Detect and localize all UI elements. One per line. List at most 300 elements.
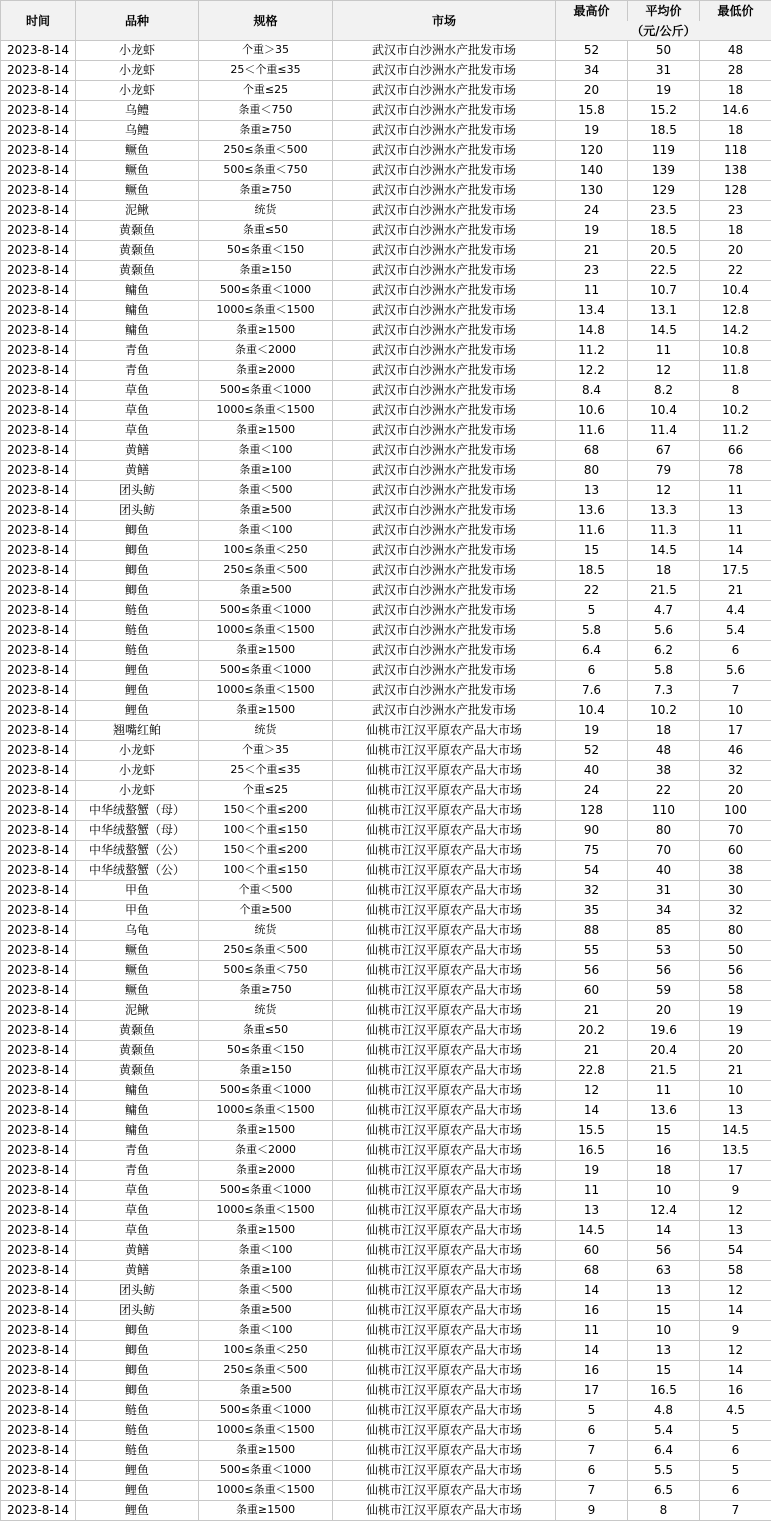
cell-spec: 条重＜2000 bbox=[199, 1140, 333, 1160]
cell-avg: 79 bbox=[628, 460, 700, 480]
cell-market: 武汉市白沙洲水产批发市场 bbox=[333, 580, 556, 600]
cell-market: 武汉市白沙洲水产批发市场 bbox=[333, 640, 556, 660]
cell-spec: 500≤条重＜1000 bbox=[199, 660, 333, 680]
cell-spec: 条重≤50 bbox=[199, 220, 333, 240]
cell-avg: 13.6 bbox=[628, 1100, 700, 1120]
cell-avg: 10.7 bbox=[628, 280, 700, 300]
cell-time: 2023-8-14 bbox=[1, 40, 76, 60]
cell-high: 14 bbox=[556, 1340, 628, 1360]
cell-market: 仙桃市江汉平原农产品大市场 bbox=[333, 1280, 556, 1300]
table-row bbox=[1, 580, 771, 600]
cell-avg: 6.4 bbox=[628, 1440, 700, 1460]
cell-avg: 12.4 bbox=[628, 1200, 700, 1220]
cell-variety: 黄颡鱼 bbox=[76, 1040, 199, 1060]
cell-high: 5 bbox=[556, 600, 628, 620]
cell-spec: 100≤条重＜250 bbox=[199, 540, 333, 560]
cell-time: 2023-8-14 bbox=[1, 700, 76, 720]
cell-market: 武汉市白沙洲水产批发市场 bbox=[333, 600, 556, 620]
cell-market: 仙桃市江汉平原农产品大市场 bbox=[333, 1160, 556, 1180]
cell-variety: 鳜鱼 bbox=[76, 960, 199, 980]
cell-high: 15.5 bbox=[556, 1120, 628, 1140]
cell-variety: 鲤鱼 bbox=[76, 1500, 199, 1520]
cell-variety: 草鱼 bbox=[76, 400, 199, 420]
cell-avg: 56 bbox=[628, 960, 700, 980]
cell-high: 14 bbox=[556, 1100, 628, 1120]
cell-avg: 20.4 bbox=[628, 1040, 700, 1060]
table-row bbox=[1, 100, 771, 120]
cell-low: 118 bbox=[700, 140, 771, 160]
cell-variety: 鳜鱼 bbox=[76, 140, 199, 160]
table-row bbox=[1, 1420, 771, 1440]
cell-market: 武汉市白沙洲水产批发市场 bbox=[333, 140, 556, 160]
cell-low: 13 bbox=[700, 1220, 771, 1240]
cell-variety: 小龙虾 bbox=[76, 780, 199, 800]
cell-variety: 团头鲂 bbox=[76, 480, 199, 500]
cell-market: 武汉市白沙洲水产批发市场 bbox=[333, 220, 556, 240]
cell-avg: 15 bbox=[628, 1360, 700, 1380]
cell-low: 17 bbox=[700, 1160, 771, 1180]
cell-time: 2023-8-14 bbox=[1, 280, 76, 300]
cell-market: 仙桃市江汉平原农产品大市场 bbox=[333, 1460, 556, 1480]
cell-low: 20 bbox=[700, 240, 771, 260]
table-row bbox=[1, 1300, 771, 1320]
cell-high: 130 bbox=[556, 180, 628, 200]
cell-low: 7 bbox=[700, 1500, 771, 1520]
table-row bbox=[1, 660, 771, 680]
cell-variety: 中华绒螯蟹（母） bbox=[76, 820, 199, 840]
cell-time: 2023-8-14 bbox=[1, 1300, 76, 1320]
cell-market: 武汉市白沙洲水产批发市场 bbox=[333, 60, 556, 80]
cell-spec: 250≤条重＜500 bbox=[199, 140, 333, 160]
cell-variety: 鳜鱼 bbox=[76, 160, 199, 180]
table-row bbox=[1, 220, 771, 240]
cell-low: 66 bbox=[700, 440, 771, 460]
cell-high: 11 bbox=[556, 280, 628, 300]
table-row bbox=[1, 120, 771, 140]
cell-low: 128 bbox=[700, 180, 771, 200]
table-row bbox=[1, 540, 771, 560]
cell-market: 仙桃市江汉平原农产品大市场 bbox=[333, 1180, 556, 1200]
cell-spec: 条重＜100 bbox=[199, 1240, 333, 1260]
cell-high: 10.6 bbox=[556, 400, 628, 420]
cell-low: 28 bbox=[700, 60, 771, 80]
cell-variety: 乌龟 bbox=[76, 920, 199, 940]
cell-spec: 150＜个重≤200 bbox=[199, 800, 333, 820]
cell-variety: 乌鳢 bbox=[76, 120, 199, 140]
cell-avg: 5.6 bbox=[628, 620, 700, 640]
table-row bbox=[1, 400, 771, 420]
cell-market: 仙桃市江汉平原农产品大市场 bbox=[333, 1260, 556, 1280]
cell-high: 9 bbox=[556, 1500, 628, 1520]
cell-high: 20.2 bbox=[556, 1020, 628, 1040]
cell-high: 6 bbox=[556, 1420, 628, 1440]
cell-market: 仙桃市江汉平原农产品大市场 bbox=[333, 1140, 556, 1160]
cell-avg: 7.3 bbox=[628, 680, 700, 700]
table-row bbox=[1, 920, 771, 940]
cell-low: 38 bbox=[700, 860, 771, 880]
cell-time: 2023-8-14 bbox=[1, 1280, 76, 1300]
cell-low: 4.4 bbox=[700, 600, 771, 620]
cell-spec: 1000≤条重＜1500 bbox=[199, 620, 333, 640]
cell-spec: 500≤条重＜1000 bbox=[199, 1080, 333, 1100]
cell-variety: 草鱼 bbox=[76, 1200, 199, 1220]
cell-low: 56 bbox=[700, 960, 771, 980]
cell-variety: 鲫鱼 bbox=[76, 1380, 199, 1400]
cell-variety: 鲢鱼 bbox=[76, 1400, 199, 1420]
cell-low: 13 bbox=[700, 500, 771, 520]
cell-time: 2023-8-14 bbox=[1, 480, 76, 500]
cell-time: 2023-8-14 bbox=[1, 1380, 76, 1400]
cell-time: 2023-8-14 bbox=[1, 220, 76, 240]
cell-spec: 个重＞35 bbox=[199, 40, 333, 60]
cell-time: 2023-8-14 bbox=[1, 300, 76, 320]
cell-variety: 中华绒螯蟹（公） bbox=[76, 860, 199, 880]
cell-low: 4.5 bbox=[700, 1400, 771, 1420]
cell-high: 12.2 bbox=[556, 360, 628, 380]
cell-low: 5.4 bbox=[700, 620, 771, 640]
cell-high: 5 bbox=[556, 1400, 628, 1420]
cell-time: 2023-8-14 bbox=[1, 1160, 76, 1180]
cell-market: 仙桃市江汉平原农产品大市场 bbox=[333, 1420, 556, 1440]
cell-avg: 14.5 bbox=[628, 320, 700, 340]
header-spec: 规格 bbox=[199, 1, 333, 41]
cell-avg: 70 bbox=[628, 840, 700, 860]
cell-high: 11 bbox=[556, 1320, 628, 1340]
cell-avg: 5.5 bbox=[628, 1460, 700, 1480]
cell-spec: 1000≤条重＜1500 bbox=[199, 1420, 333, 1440]
cell-market: 仙桃市江汉平原农产品大市场 bbox=[333, 1500, 556, 1520]
table-row bbox=[1, 880, 771, 900]
cell-avg: 34 bbox=[628, 900, 700, 920]
cell-low: 19 bbox=[700, 1000, 771, 1020]
table-row bbox=[1, 1080, 771, 1100]
cell-market: 武汉市白沙洲水产批发市场 bbox=[333, 500, 556, 520]
cell-spec: 个重≤25 bbox=[199, 780, 333, 800]
cell-low: 5 bbox=[700, 1460, 771, 1480]
cell-variety: 鳜鱼 bbox=[76, 980, 199, 1000]
table-row bbox=[1, 1000, 771, 1020]
cell-market: 仙桃市江汉平原农产品大市场 bbox=[333, 860, 556, 880]
table-row bbox=[1, 960, 771, 980]
cell-avg: 18.5 bbox=[628, 220, 700, 240]
header-variety: 品种 bbox=[76, 1, 199, 41]
cell-market: 武汉市白沙洲水产批发市场 bbox=[333, 200, 556, 220]
cell-avg: 19 bbox=[628, 80, 700, 100]
cell-low: 12 bbox=[700, 1280, 771, 1300]
cell-time: 2023-8-14 bbox=[1, 720, 76, 740]
cell-time: 2023-8-14 bbox=[1, 560, 76, 580]
cell-spec: 1000≤条重＜1500 bbox=[199, 680, 333, 700]
table-row bbox=[1, 900, 771, 920]
cell-variety: 鳙鱼 bbox=[76, 1120, 199, 1140]
cell-variety: 鲤鱼 bbox=[76, 660, 199, 680]
cell-low: 54 bbox=[700, 1240, 771, 1260]
table-row bbox=[1, 940, 771, 960]
cell-spec: 条重≥1500 bbox=[199, 320, 333, 340]
cell-avg: 15.2 bbox=[628, 100, 700, 120]
cell-low: 10 bbox=[700, 1080, 771, 1100]
cell-high: 19 bbox=[556, 1160, 628, 1180]
cell-avg: 38 bbox=[628, 760, 700, 780]
cell-avg: 85 bbox=[628, 920, 700, 940]
cell-time: 2023-8-14 bbox=[1, 80, 76, 100]
cell-high: 55 bbox=[556, 940, 628, 960]
cell-time: 2023-8-14 bbox=[1, 1240, 76, 1260]
cell-spec: 500≤条重＜1000 bbox=[199, 1460, 333, 1480]
cell-time: 2023-8-14 bbox=[1, 1060, 76, 1080]
cell-high: 60 bbox=[556, 1240, 628, 1260]
cell-market: 仙桃市江汉平原农产品大市场 bbox=[333, 1320, 556, 1340]
cell-high: 14.5 bbox=[556, 1220, 628, 1240]
cell-time: 2023-8-14 bbox=[1, 920, 76, 940]
cell-variety: 鲫鱼 bbox=[76, 1360, 199, 1380]
cell-avg: 4.8 bbox=[628, 1400, 700, 1420]
cell-market: 武汉市白沙洲水产批发市场 bbox=[333, 700, 556, 720]
cell-time: 2023-8-14 bbox=[1, 760, 76, 780]
cell-avg: 4.7 bbox=[628, 600, 700, 620]
cell-spec: 条重≥100 bbox=[199, 1260, 333, 1280]
cell-low: 58 bbox=[700, 1260, 771, 1280]
cell-time: 2023-8-14 bbox=[1, 840, 76, 860]
cell-time: 2023-8-14 bbox=[1, 140, 76, 160]
cell-market: 武汉市白沙洲水产批发市场 bbox=[333, 560, 556, 580]
cell-avg: 21.5 bbox=[628, 580, 700, 600]
cell-market: 仙桃市江汉平原农产品大市场 bbox=[333, 780, 556, 800]
cell-high: 16 bbox=[556, 1360, 628, 1380]
cell-time: 2023-8-14 bbox=[1, 960, 76, 980]
cell-time: 2023-8-14 bbox=[1, 740, 76, 760]
table-row bbox=[1, 860, 771, 880]
cell-time: 2023-8-14 bbox=[1, 940, 76, 960]
header-high: 最高价 bbox=[556, 1, 628, 21]
cell-variety: 鲤鱼 bbox=[76, 680, 199, 700]
cell-avg: 21.5 bbox=[628, 1060, 700, 1080]
cell-high: 68 bbox=[556, 440, 628, 460]
table-row bbox=[1, 760, 771, 780]
table-body bbox=[1, 40, 771, 1520]
cell-time: 2023-8-14 bbox=[1, 880, 76, 900]
cell-variety: 鲤鱼 bbox=[76, 1460, 199, 1480]
cell-high: 5.8 bbox=[556, 620, 628, 640]
cell-low: 5 bbox=[700, 1420, 771, 1440]
cell-high: 6 bbox=[556, 1460, 628, 1480]
table-row bbox=[1, 1140, 771, 1160]
cell-low: 19 bbox=[700, 1020, 771, 1040]
cell-market: 武汉市白沙洲水产批发市场 bbox=[333, 520, 556, 540]
cell-avg: 8 bbox=[628, 1500, 700, 1520]
cell-time: 2023-8-14 bbox=[1, 340, 76, 360]
cell-avg: 53 bbox=[628, 940, 700, 960]
cell-variety: 黄颡鱼 bbox=[76, 1060, 199, 1080]
cell-time: 2023-8-14 bbox=[1, 1460, 76, 1480]
cell-variety: 青鱼 bbox=[76, 360, 199, 380]
cell-variety: 中华绒螯蟹（母） bbox=[76, 800, 199, 820]
cell-high: 21 bbox=[556, 1000, 628, 1020]
cell-avg: 16 bbox=[628, 1140, 700, 1160]
cell-low: 138 bbox=[700, 160, 771, 180]
cell-avg: 6.5 bbox=[628, 1480, 700, 1500]
cell-time: 2023-8-14 bbox=[1, 180, 76, 200]
cell-market: 仙桃市江汉平原农产品大市场 bbox=[333, 940, 556, 960]
cell-high: 7.6 bbox=[556, 680, 628, 700]
cell-avg: 10 bbox=[628, 1320, 700, 1340]
cell-high: 7 bbox=[556, 1480, 628, 1500]
cell-variety: 黄鳝 bbox=[76, 1260, 199, 1280]
cell-low: 50 bbox=[700, 940, 771, 960]
cell-spec: 条重≥1500 bbox=[199, 1500, 333, 1520]
table-row bbox=[1, 280, 771, 300]
cell-low: 9 bbox=[700, 1320, 771, 1340]
cell-low: 46 bbox=[700, 740, 771, 760]
cell-spec: 条重＜100 bbox=[199, 1320, 333, 1340]
header-avg: 平均价 bbox=[628, 1, 700, 21]
cell-time: 2023-8-14 bbox=[1, 260, 76, 280]
cell-high: 16 bbox=[556, 1300, 628, 1320]
cell-low: 13 bbox=[700, 1100, 771, 1120]
cell-time: 2023-8-14 bbox=[1, 1320, 76, 1340]
cell-market: 仙桃市江汉平原农产品大市场 bbox=[333, 980, 556, 1000]
cell-low: 20 bbox=[700, 1040, 771, 1060]
table-row bbox=[1, 40, 771, 60]
cell-variety: 鲢鱼 bbox=[76, 640, 199, 660]
cell-spec: 条重＜2000 bbox=[199, 340, 333, 360]
cell-low: 10.2 bbox=[700, 400, 771, 420]
cell-low: 17.5 bbox=[700, 560, 771, 580]
cell-spec: 条重≥2000 bbox=[199, 1160, 333, 1180]
cell-spec: 统货 bbox=[199, 920, 333, 940]
cell-low: 11.2 bbox=[700, 420, 771, 440]
cell-avg: 12 bbox=[628, 360, 700, 380]
cell-market: 仙桃市江汉平原农产品大市场 bbox=[333, 740, 556, 760]
cell-variety: 黄颡鱼 bbox=[76, 240, 199, 260]
cell-time: 2023-8-14 bbox=[1, 660, 76, 680]
cell-spec: 统货 bbox=[199, 200, 333, 220]
cell-low: 14.2 bbox=[700, 320, 771, 340]
cell-low: 6 bbox=[700, 1440, 771, 1460]
cell-avg: 5.4 bbox=[628, 1420, 700, 1440]
cell-market: 仙桃市江汉平原农产品大市场 bbox=[333, 1300, 556, 1320]
table-row bbox=[1, 1040, 771, 1060]
cell-time: 2023-8-14 bbox=[1, 1140, 76, 1160]
table-row bbox=[1, 180, 771, 200]
cell-avg: 19.6 bbox=[628, 1020, 700, 1040]
cell-spec: 条重≥150 bbox=[199, 1060, 333, 1080]
cell-high: 19 bbox=[556, 220, 628, 240]
cell-market: 武汉市白沙洲水产批发市场 bbox=[333, 40, 556, 60]
cell-time: 2023-8-14 bbox=[1, 60, 76, 80]
table-row bbox=[1, 200, 771, 220]
cell-low: 14 bbox=[700, 1300, 771, 1320]
cell-high: 52 bbox=[556, 40, 628, 60]
cell-time: 2023-8-14 bbox=[1, 820, 76, 840]
cell-variety: 团头鲂 bbox=[76, 1280, 199, 1300]
cell-avg: 31 bbox=[628, 60, 700, 80]
cell-variety: 鲢鱼 bbox=[76, 1420, 199, 1440]
cell-low: 18 bbox=[700, 80, 771, 100]
cell-variety: 中华绒螯蟹（公） bbox=[76, 840, 199, 860]
cell-market: 仙桃市江汉平原农产品大市场 bbox=[333, 1000, 556, 1020]
cell-time: 2023-8-14 bbox=[1, 620, 76, 640]
cell-avg: 67 bbox=[628, 440, 700, 460]
table-row bbox=[1, 320, 771, 340]
cell-time: 2023-8-14 bbox=[1, 1440, 76, 1460]
cell-market: 武汉市白沙洲水产批发市场 bbox=[333, 100, 556, 120]
cell-spec: 条重≥1500 bbox=[199, 1120, 333, 1140]
cell-time: 2023-8-14 bbox=[1, 1400, 76, 1420]
cell-spec: 条重≥500 bbox=[199, 1380, 333, 1400]
cell-market: 仙桃市江汉平原农产品大市场 bbox=[333, 840, 556, 860]
cell-low: 20 bbox=[700, 780, 771, 800]
cell-spec: 条重＜750 bbox=[199, 100, 333, 120]
cell-low: 10.8 bbox=[700, 340, 771, 360]
cell-market: 武汉市白沙洲水产批发市场 bbox=[333, 540, 556, 560]
cell-market: 武汉市白沙洲水产批发市场 bbox=[333, 460, 556, 480]
cell-avg: 10 bbox=[628, 1180, 700, 1200]
cell-spec: 条重≥500 bbox=[199, 500, 333, 520]
cell-low: 48 bbox=[700, 40, 771, 60]
cell-market: 仙桃市江汉平原农产品大市场 bbox=[333, 760, 556, 780]
cell-time: 2023-8-14 bbox=[1, 420, 76, 440]
cell-spec: 1000≤条重＜1500 bbox=[199, 1200, 333, 1220]
cell-avg: 6.2 bbox=[628, 640, 700, 660]
cell-spec: 条重≥750 bbox=[199, 980, 333, 1000]
cell-avg: 80 bbox=[628, 820, 700, 840]
cell-spec: 条重≤50 bbox=[199, 1020, 333, 1040]
cell-variety: 鲫鱼 bbox=[76, 1340, 199, 1360]
cell-market: 武汉市白沙洲水产批发市场 bbox=[333, 180, 556, 200]
cell-time: 2023-8-14 bbox=[1, 240, 76, 260]
cell-avg: 11.3 bbox=[628, 520, 700, 540]
cell-variety: 鲢鱼 bbox=[76, 600, 199, 620]
cell-avg: 56 bbox=[628, 1240, 700, 1260]
cell-time: 2023-8-14 bbox=[1, 580, 76, 600]
cell-time: 2023-8-14 bbox=[1, 1360, 76, 1380]
table-row bbox=[1, 520, 771, 540]
cell-market: 武汉市白沙洲水产批发市场 bbox=[333, 240, 556, 260]
cell-spec: 500≤条重＜1000 bbox=[199, 380, 333, 400]
table-row bbox=[1, 640, 771, 660]
table-row bbox=[1, 140, 771, 160]
cell-high: 11.2 bbox=[556, 340, 628, 360]
cell-market: 武汉市白沙洲水产批发市场 bbox=[333, 340, 556, 360]
cell-high: 120 bbox=[556, 140, 628, 160]
cell-high: 21 bbox=[556, 240, 628, 260]
cell-low: 30 bbox=[700, 880, 771, 900]
cell-market: 仙桃市江汉平原农产品大市场 bbox=[333, 1100, 556, 1120]
cell-variety: 青鱼 bbox=[76, 1160, 199, 1180]
cell-market: 仙桃市江汉平原农产品大市场 bbox=[333, 1340, 556, 1360]
cell-time: 2023-8-14 bbox=[1, 500, 76, 520]
table-row bbox=[1, 1380, 771, 1400]
cell-market: 仙桃市江汉平原农产品大市场 bbox=[333, 720, 556, 740]
cell-low: 8 bbox=[700, 380, 771, 400]
cell-low: 18 bbox=[700, 220, 771, 240]
cell-time: 2023-8-14 bbox=[1, 1220, 76, 1240]
cell-high: 6 bbox=[556, 660, 628, 680]
cell-time: 2023-8-14 bbox=[1, 360, 76, 380]
cell-time: 2023-8-14 bbox=[1, 100, 76, 120]
cell-spec: 50≤条重＜150 bbox=[199, 240, 333, 260]
cell-high: 11.6 bbox=[556, 420, 628, 440]
cell-high: 19 bbox=[556, 120, 628, 140]
cell-spec: 条重≥750 bbox=[199, 180, 333, 200]
cell-low: 11 bbox=[700, 520, 771, 540]
cell-time: 2023-8-14 bbox=[1, 520, 76, 540]
cell-variety: 鲢鱼 bbox=[76, 620, 199, 640]
cell-avg: 63 bbox=[628, 1260, 700, 1280]
cell-spec: 500≤条重＜1000 bbox=[199, 1400, 333, 1420]
cell-market: 武汉市白沙洲水产批发市场 bbox=[333, 480, 556, 500]
